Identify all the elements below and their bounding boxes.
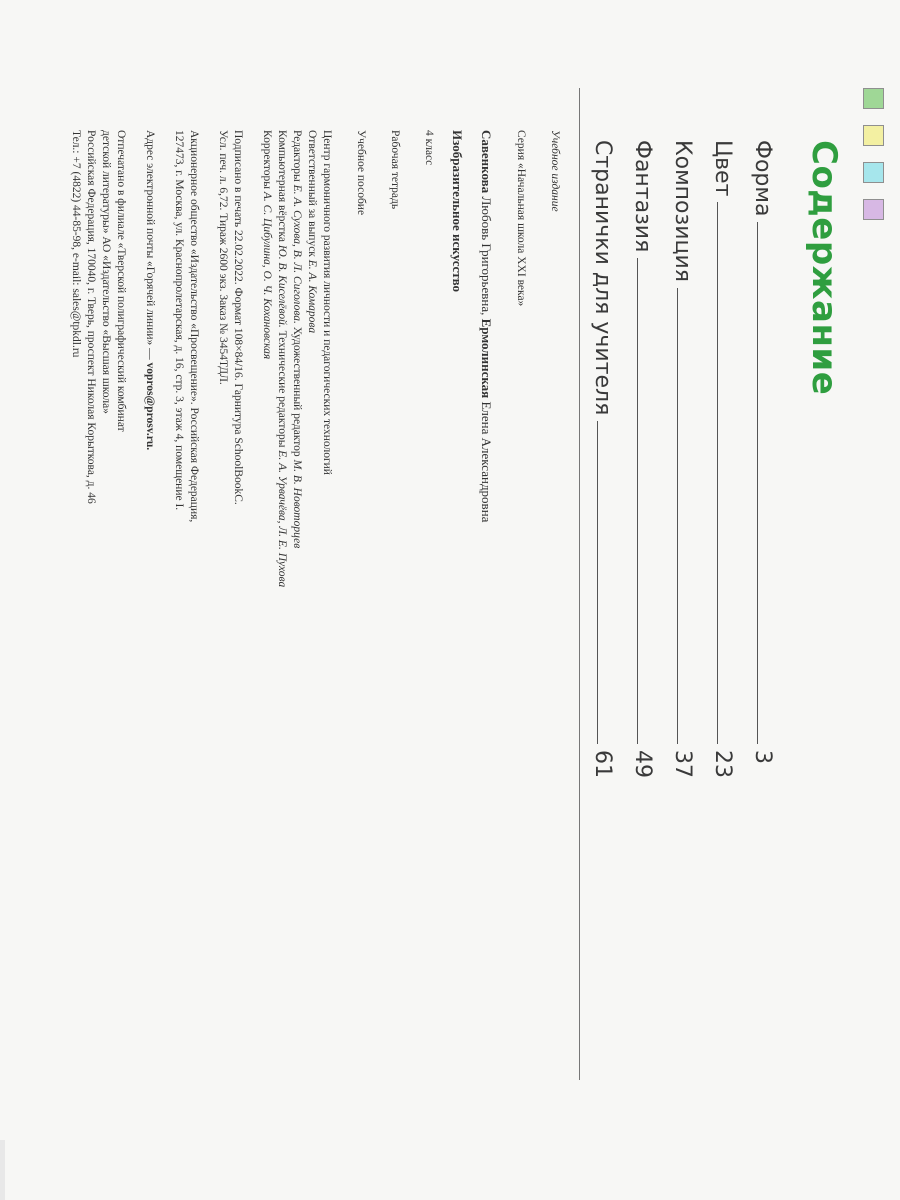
toc-item-forma[interactable] (750, 140, 790, 780)
art-editor-label: Художественный редактор (291, 323, 303, 460)
art-editor-name: М. В. Новоторцев (291, 459, 303, 549)
phone-line: Тел.: +7 (4822) 44-85-98, e-mail: sales@tpkdl.ru (70, 130, 82, 358)
toc-item-stranichki[interactable] (590, 140, 630, 780)
print-sheets-line: Усл. печ. л. 6,72. Тираж 2600 экз. Заказ № 3454ТДЛ. (217, 130, 229, 385)
tech-editors-names: Е. А. Урвачёва, Л. Е. Пухова (276, 450, 288, 588)
email-line (142, 130, 157, 930)
toc-item-fantaziya[interactable] (630, 140, 670, 780)
color-swatches (860, 88, 884, 236)
toc-title: Содержание (804, 140, 844, 396)
editors-line (289, 130, 304, 930)
swatch-purple (863, 199, 884, 220)
responsible-line (304, 130, 319, 930)
email-link[interactable]: vopros@prosv.ru. (144, 362, 156, 451)
toc-leader-line (757, 222, 758, 744)
toc-item-tsvet[interactable] (710, 140, 750, 780)
toc-item-page: 49 (630, 750, 655, 778)
toc-item-label: Цвет (710, 140, 735, 197)
toc-item-page: 37 (670, 750, 695, 778)
tech-editors-label: Технические редакторы (276, 327, 288, 451)
author-surname: Савенкова (479, 130, 494, 194)
table-of-contents (590, 140, 790, 780)
printed-line-1: Отпечатано в филиале «Тверской полиграфический комбинат (115, 130, 127, 432)
printed-line-3: Российская Федерация, 170040, г. Тверь, проспект Николая Корыткова, д. 46 (85, 130, 97, 504)
toc-item-kompozitsiya[interactable] (670, 140, 710, 780)
toc-item-page: 61 (590, 750, 615, 778)
series-line: Серия «Начальная школа XXI века» (515, 130, 527, 307)
toc-item-label: Композиция (670, 140, 695, 283)
grade-line: 4 класс (423, 130, 435, 166)
edition-type: Учебное издание (549, 130, 561, 212)
center-line: Центр гармоничного развития личности и педагогических технологий (321, 130, 333, 475)
toc-leader-line (717, 202, 718, 744)
toc-item-label: Форма (750, 140, 775, 217)
printed-line-2: детской литературы» АО «Издательство «Высшая школа» (100, 130, 112, 414)
toc-item-label: Странички для учителя (590, 140, 615, 416)
publisher-line-1: Акционерное общество «Издательство «Просвещение». Российская Федерация, (188, 130, 200, 523)
email-label: Адрес электронной почты «Горячей линии» — (144, 130, 156, 363)
toc-leader-line (637, 258, 638, 744)
toc-item-page: 3 (750, 750, 775, 764)
toc-item-label: Фантазия (630, 140, 655, 253)
signed-line: Подписано в печать 22.02.2022. Формат 108×84/16. Гарнитура SchoolBookC. (232, 130, 244, 505)
swatch-green (863, 88, 884, 109)
manual-line: Учебное пособие (355, 130, 367, 216)
page-edge-mark (0, 1140, 5, 1200)
author-name: Елена Александровна (479, 398, 494, 523)
layout-name: Ю. В. Киселёвой. (276, 244, 288, 328)
editors-label: Редакторы (291, 130, 303, 185)
proofreaders-line (259, 130, 274, 930)
book-title: Изобразительное искусство (450, 130, 465, 293)
publisher-line-2: 127473, г. Москва, ул. Краснопролетарская, д. 16, стр. 3, этаж 4, помещение I. (173, 130, 185, 511)
swatch-yellow (863, 125, 884, 146)
proofreaders-label: Корректоры (261, 130, 273, 192)
layout-line (274, 130, 289, 930)
section-divider (579, 88, 580, 1080)
responsible-label: Ответственный за выпуск (306, 130, 318, 260)
responsible-name: Е. А. Комарова (306, 259, 318, 334)
authors-line (479, 130, 494, 930)
editors-names: Е. А. Сухова, В. Л. Сиголова. (291, 184, 303, 324)
imprint-block (68, 130, 562, 930)
toc-item-page: 23 (710, 750, 735, 778)
author-surname: Ермолинская (479, 318, 494, 399)
layout-label: Компьютерная вёрстка (276, 130, 288, 245)
workbook-line: Рабочая тетрадь (389, 130, 401, 210)
swatch-cyan (863, 162, 884, 183)
proofreaders-names: А. С. Цибулина, О. Ч. Кохановская (261, 191, 273, 360)
toc-leader-line (597, 421, 598, 744)
author-name: Любовь Григорьевна, (479, 193, 494, 319)
toc-leader-line (677, 288, 678, 744)
